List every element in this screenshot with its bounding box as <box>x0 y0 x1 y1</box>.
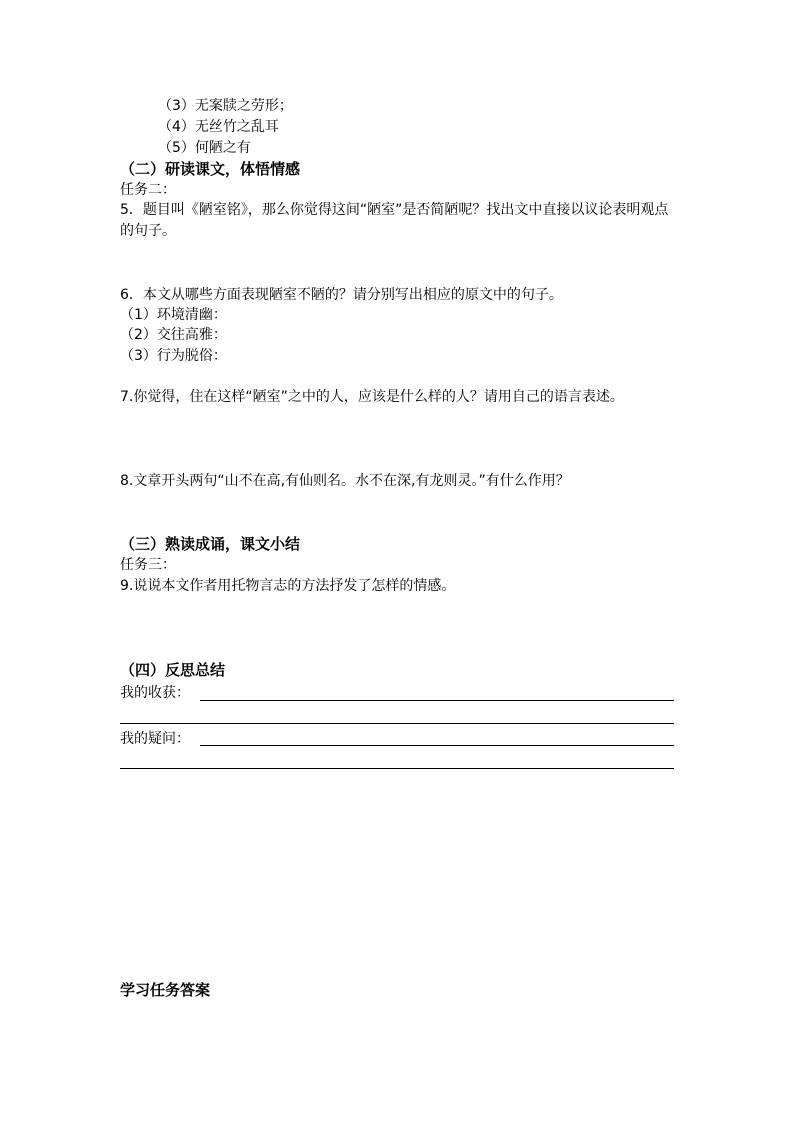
question-8: 8.文章开头两句“山不在高,有仙则名。水不在深,有龙则灵。”有什么作用？ <box>120 473 570 489</box>
q6-item-1: （1）环境清幽： <box>120 307 227 323</box>
doubt-answer-line-1[interactable] <box>200 745 674 746</box>
part1-item-4: （4）无丝竹之乱耳 <box>158 119 279 135</box>
answers-heading: 学习任务答案 <box>120 981 211 999</box>
q6-item-2: （2）交往高雅： <box>120 327 227 343</box>
question-5: 5．题目叫《陋室铭》，那么你觉得这间“陋室”是否简陋呢？找出文中直接以议论表明观点的句子。 <box>120 202 669 239</box>
question-9: 9.说说本文作者用托物言志的方法抒发了怎样的情感。 <box>120 578 456 594</box>
gain-answer-line-1[interactable] <box>200 700 674 701</box>
section2-task-label: 任务二： <box>120 182 176 198</box>
question-7: 7.你觉得，住在这样“陋室”之中的人，应该是什么样的人？请用自己的语言表述。 <box>120 389 624 405</box>
question-6: 6．本文从哪些方面表现陋室不陋的？请分别写出相应的原文中的句子。 <box>120 287 563 303</box>
section3-task-label: 任务三： <box>120 557 176 573</box>
section4-heading: （四）反思总结 <box>120 661 226 679</box>
gain-label: 我的收获： <box>120 685 190 701</box>
part1-item-5: （5）何陋之有 <box>158 140 251 156</box>
doubt-answer-line-2[interactable] <box>120 768 674 769</box>
section2-heading: （二）研读课文，体悟情感 <box>120 160 301 178</box>
section3-heading: （三）熟读成诵，课文小结 <box>120 535 301 553</box>
gain-answer-line-2[interactable] <box>120 723 674 724</box>
doubt-label: 我的疑问： <box>120 731 190 747</box>
part1-item-3: （3）无案牍之劳形； <box>158 98 293 114</box>
q6-item-3: （3）行为脱俗： <box>120 348 227 364</box>
